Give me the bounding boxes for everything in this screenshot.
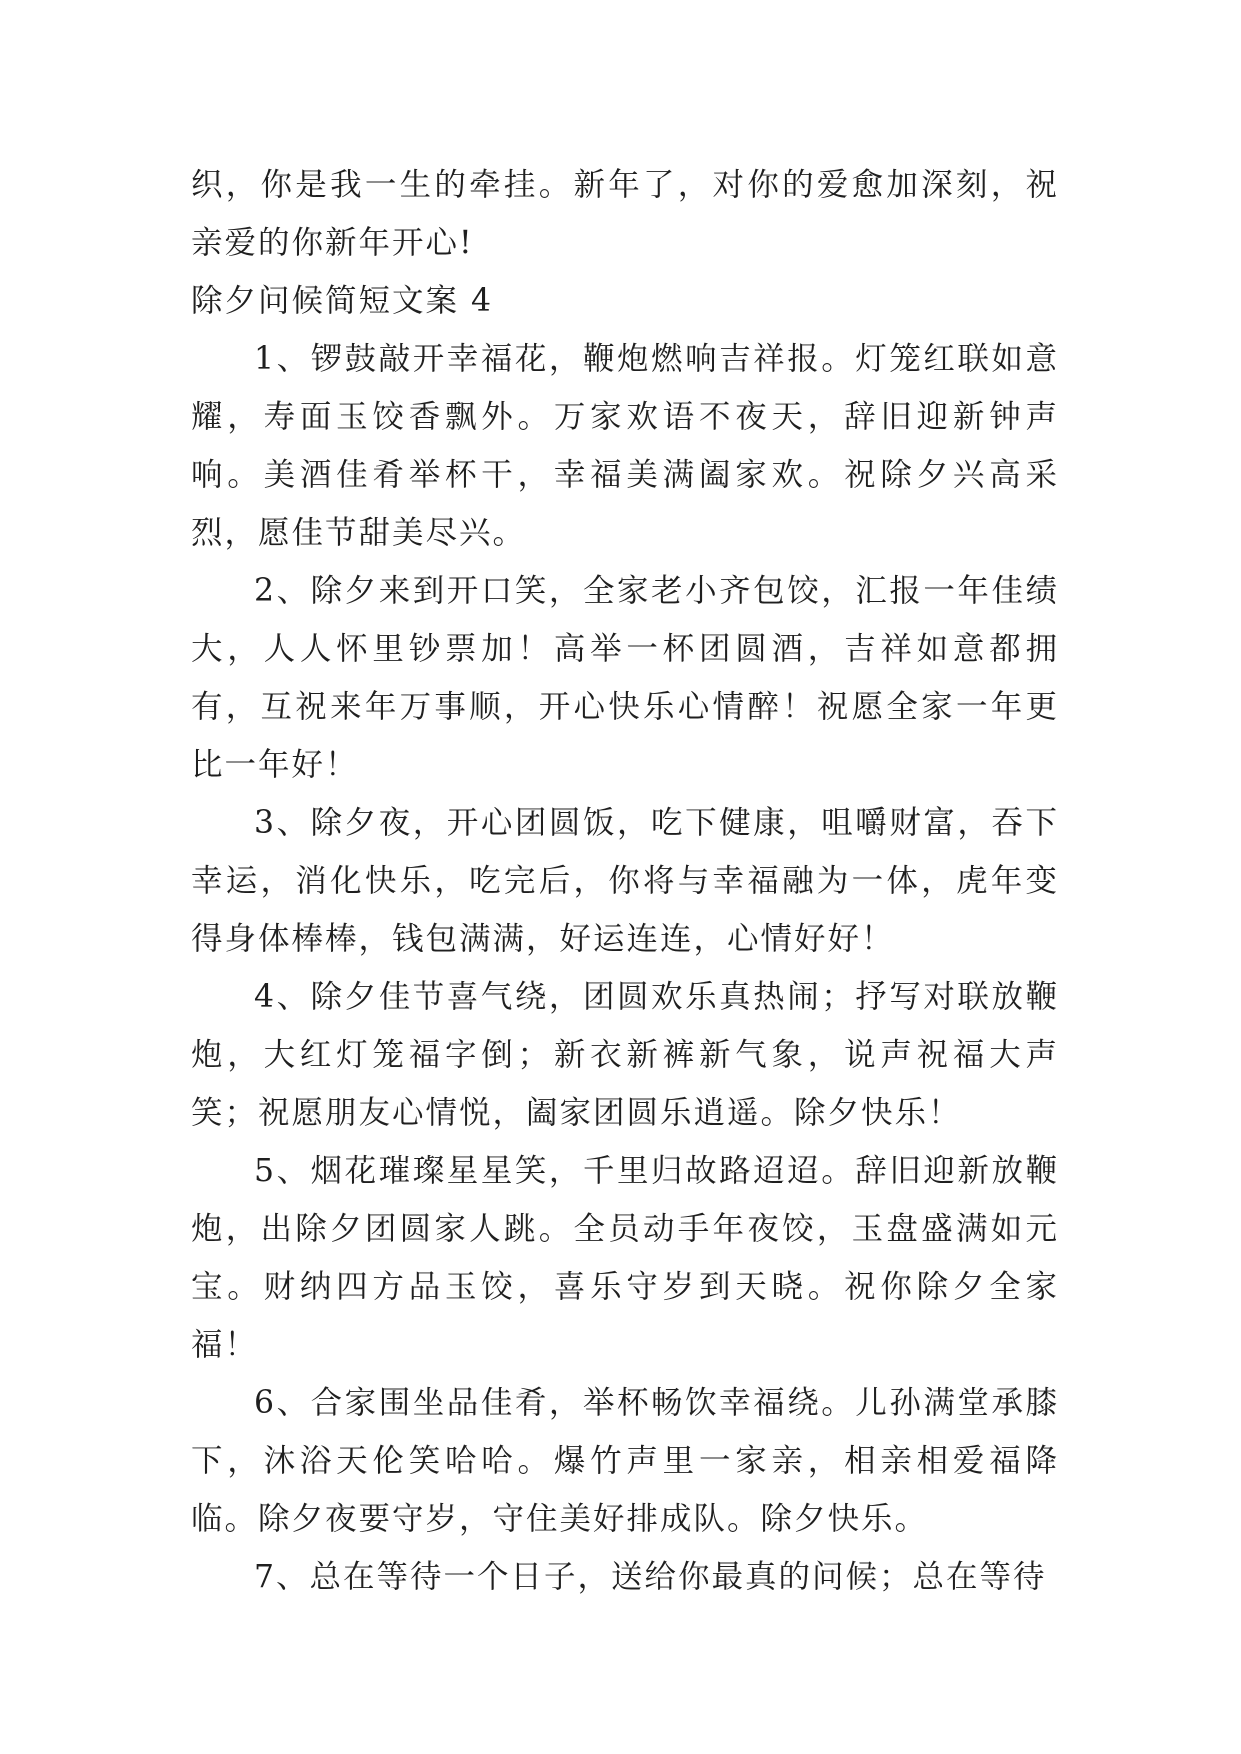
list-item: 5、烟花璀璨星星笑，千里归故路迢迢。辞旧迎新放鞭炮，出除夕团圆家人跳。全员动手年夜饺，玉盘盛满如元宝。财纳四方品玉饺，喜乐守岁到天晓。祝你除夕全家福！: [191, 1153, 1059, 1363]
list-item: 7、总在等待一个日子，送给你最真的问候；总在等待: [254, 1559, 1047, 1595]
list-item: 3、除夕夜，开心团圆饭，吃下健康，咀嚼财富，吞下幸运，消化快乐，吃完后，你将与幸福融为一体，虎年变得身体棒棒，钱包满满，好运连连，心情好好！: [191, 805, 1059, 957]
document-body: [191, 156, 1059, 1606]
section-heading: 除夕问候简短文案 4: [191, 283, 494, 319]
list-item: 2、除夕来到开口笑，全家老小齐包饺，汇报一年佳绩大，人人怀里钞票加！高举一杯团圆酒，吉祥如意都拥有，互祝来年万事顺，开心快乐心情醉！祝愿全家一年更比一年好！: [191, 573, 1059, 783]
continuation-paragraph: 织，你是我一生的牵挂。新年了，对你的爱愈加深刻，祝亲爱的你新年开心!: [191, 167, 1059, 261]
list-item: 6、合家围坐品佳肴，举杯畅饮幸福绕。儿孙满堂承膝下，沐浴天伦笑哈哈。爆竹声里一家亲，相亲相爱福降临。除夕夜要守岁，守住美好排成队。除夕快乐。: [191, 1385, 1059, 1537]
list-item: 1、锣鼓敲开幸福花，鞭炮燃响吉祥报。灯笼红联如意耀，寿面玉饺香飘外。万家欢语不夜天，辞旧迎新钟声响。美酒佳肴举杯干，幸福美满阖家欢。祝除夕兴高采烈，愿佳节甜美尽兴。: [191, 341, 1059, 551]
list-item: 4、除夕佳节喜气绕，团圆欢乐真热闹；抒写对联放鞭炮，大红灯笼福字倒；新衣新裤新气象，说声祝福大声笑；祝愿朋友心情悦，阖家团圆乐逍遥。除夕快乐！: [191, 979, 1059, 1131]
